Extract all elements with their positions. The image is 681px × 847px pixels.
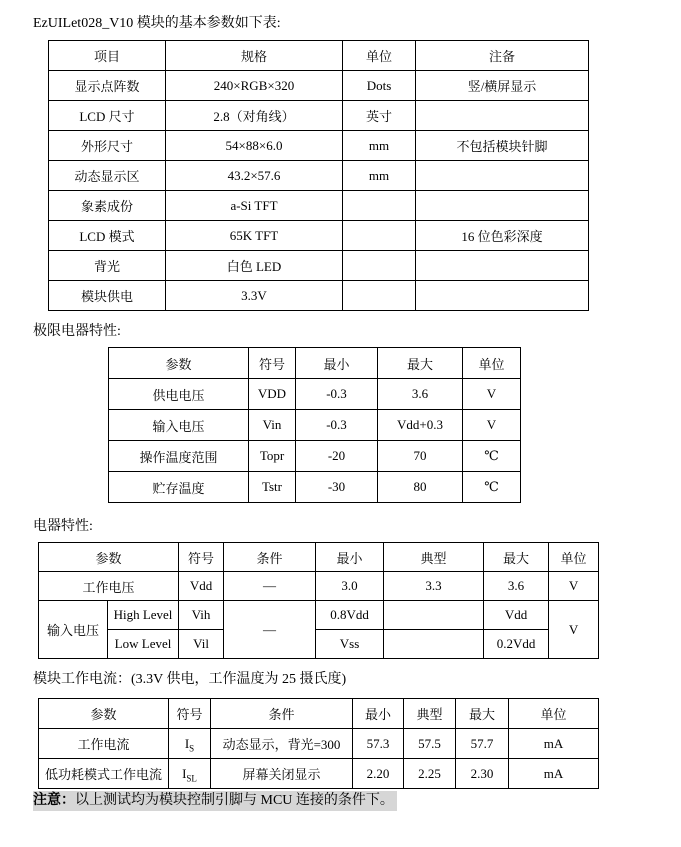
header-cell: 参数 xyxy=(39,543,179,572)
cell: 操作温度范围 xyxy=(109,441,249,472)
cell: Vil xyxy=(179,630,224,659)
header-cell: 参数 xyxy=(109,348,249,379)
symbol-subscript: S xyxy=(189,743,195,754)
cell: 显示点阵数 xyxy=(49,71,166,101)
cell: Tstr xyxy=(249,472,296,503)
table-header-row xyxy=(49,41,589,71)
cell xyxy=(384,630,484,659)
cell: V xyxy=(463,410,521,441)
cell xyxy=(169,759,211,789)
note-label: 注意： xyxy=(33,793,75,808)
cell: Vih xyxy=(179,601,224,630)
cell: 外形尺寸 xyxy=(49,131,166,161)
cell: 英寸 xyxy=(343,101,416,131)
cell: 竖/横屏显示 xyxy=(416,71,589,101)
cell: 2.20 xyxy=(353,759,404,789)
cell: 54×88×6.0 xyxy=(166,131,343,161)
table-row xyxy=(109,472,521,503)
cell: 模块供电 xyxy=(49,281,166,311)
cell: Vss xyxy=(316,630,384,659)
cell xyxy=(343,281,416,311)
cell: 3.0 xyxy=(316,572,384,601)
section-title-current: 模块工作电流：(3.3V 供电，工作温度为 25 摄氏度) xyxy=(33,672,347,687)
header-cell: 单位 xyxy=(463,348,521,379)
basic-params-table xyxy=(48,40,589,311)
cell xyxy=(416,251,589,281)
cell: 输入电压 xyxy=(39,601,108,659)
cell: ℃ xyxy=(463,441,521,472)
table-row xyxy=(49,251,589,281)
cell: — xyxy=(224,601,316,659)
header-cell: 典型 xyxy=(404,699,456,729)
cell: Vdd+0.3 xyxy=(378,410,463,441)
cell: -0.3 xyxy=(296,379,378,410)
cell: 57.3 xyxy=(353,729,404,759)
cell xyxy=(343,251,416,281)
header-cell: 最大 xyxy=(378,348,463,379)
cell: 不包括模块针脚 xyxy=(416,131,589,161)
header-cell: 符号 xyxy=(169,699,211,729)
table-row xyxy=(109,379,521,410)
cell: V xyxy=(549,601,599,659)
header-cell: 规格 xyxy=(166,41,343,71)
cell: 3.3V xyxy=(166,281,343,311)
cell: 动态显示，背光=300 xyxy=(211,729,353,759)
header-cell: 符号 xyxy=(179,543,224,572)
table-row xyxy=(39,759,599,789)
limit-ratings-table xyxy=(108,347,521,503)
cell: mA xyxy=(509,729,599,759)
cell: 3.6 xyxy=(378,379,463,410)
section-title-limit: 极限电器特性: xyxy=(33,324,121,339)
table-row xyxy=(109,441,521,472)
table-row xyxy=(109,410,521,441)
cell: -20 xyxy=(296,441,378,472)
header-cell: 单位 xyxy=(549,543,599,572)
symbol-base: I xyxy=(182,765,187,781)
cell: 贮存温度 xyxy=(109,472,249,503)
cell: 65K TFT xyxy=(166,221,343,251)
header-cell: 参数 xyxy=(39,699,169,729)
table-row xyxy=(49,191,589,221)
table-row xyxy=(49,71,589,101)
cell: 3.3 xyxy=(384,572,484,601)
cell: VDD xyxy=(249,379,296,410)
cell: 背光 xyxy=(49,251,166,281)
page-title: EzUILet028_V10 模块的基本参数如下表: xyxy=(33,16,281,31)
cell: 2.30 xyxy=(456,759,509,789)
header-cell: 单位 xyxy=(509,699,599,729)
cell: 低功耗模式工作电流 xyxy=(39,759,169,789)
symbol-subscript: SL xyxy=(186,773,197,784)
cell: Low Level xyxy=(108,630,179,659)
cell: Vdd xyxy=(484,601,549,630)
table-row xyxy=(39,572,599,601)
table-header-row xyxy=(39,543,599,572)
section-title-electrical: 电器特性: xyxy=(33,519,93,534)
header-cell: 单位 xyxy=(343,41,416,71)
header-cell: 最小 xyxy=(316,543,384,572)
cell: 象素成份 xyxy=(49,191,166,221)
cell: 0.8Vdd xyxy=(316,601,384,630)
cell: V xyxy=(549,572,599,601)
cell: 动态显示区 xyxy=(49,161,166,191)
cell: Vdd xyxy=(179,572,224,601)
cell: mA xyxy=(509,759,599,789)
header-cell: 最大 xyxy=(456,699,509,729)
cell: 57.7 xyxy=(456,729,509,759)
cell: 工作电压 xyxy=(39,572,179,601)
header-cell: 注备 xyxy=(416,41,589,71)
table-row xyxy=(49,221,589,251)
symbol-base: I xyxy=(184,735,190,751)
header-cell: 最大 xyxy=(484,543,549,572)
cell: 0.2Vdd xyxy=(484,630,549,659)
table-row xyxy=(39,601,599,630)
header-cell: 项目 xyxy=(49,41,166,71)
cell: Vin xyxy=(249,410,296,441)
cell: — xyxy=(224,572,316,601)
cell: 16 位色彩深度 xyxy=(416,221,589,251)
cell xyxy=(343,191,416,221)
table-row xyxy=(49,101,589,131)
cell: LCD 尺寸 xyxy=(49,101,166,131)
cell: -0.3 xyxy=(296,410,378,441)
note-line xyxy=(33,789,397,809)
cell: Topr xyxy=(249,441,296,472)
table-row xyxy=(49,161,589,191)
cell: 2.8（对角线） xyxy=(166,101,343,131)
cell xyxy=(384,601,484,630)
cell: 工作电流 xyxy=(39,729,169,759)
table-row xyxy=(39,729,599,759)
cell: 供电电压 xyxy=(109,379,249,410)
table-row xyxy=(49,281,589,311)
cell: 屏幕关闭显示 xyxy=(211,759,353,789)
cell: LCD 模式 xyxy=(49,221,166,251)
header-cell: 符号 xyxy=(249,348,296,379)
cell: 3.6 xyxy=(484,572,549,601)
table-row xyxy=(49,131,589,161)
note-highlight xyxy=(33,791,397,811)
cell xyxy=(416,191,589,221)
header-cell: 条件 xyxy=(224,543,316,572)
header-cell: 最小 xyxy=(296,348,378,379)
operating-current-table xyxy=(38,698,599,789)
cell: mm xyxy=(343,131,416,161)
cell xyxy=(416,101,589,131)
table-header-row xyxy=(109,348,521,379)
electrical-table xyxy=(38,542,599,659)
cell: 输入电压 xyxy=(109,410,249,441)
cell xyxy=(343,221,416,251)
cell: ℃ xyxy=(463,472,521,503)
cell xyxy=(416,281,589,311)
table-header-row xyxy=(39,699,599,729)
cell: High Level xyxy=(108,601,179,630)
cell: 57.5 xyxy=(404,729,456,759)
cell xyxy=(169,729,211,759)
header-cell: 条件 xyxy=(211,699,353,729)
cell: mm xyxy=(343,161,416,191)
cell: a-Si TFT xyxy=(166,191,343,221)
cell: Dots xyxy=(343,71,416,101)
header-cell: 典型 xyxy=(384,543,484,572)
note-text: 以上测试均为模块控制引脚与 MCU 连接的条件下。 xyxy=(75,793,394,808)
cell: -30 xyxy=(296,472,378,503)
cell: 2.25 xyxy=(404,759,456,789)
cell: V xyxy=(463,379,521,410)
cell: 43.2×57.6 xyxy=(166,161,343,191)
header-cell: 最小 xyxy=(353,699,404,729)
cell: 白色 LED xyxy=(166,251,343,281)
cell xyxy=(416,161,589,191)
cell: 240×RGB×320 xyxy=(166,71,343,101)
table-row xyxy=(39,630,599,659)
cell: 80 xyxy=(378,472,463,503)
cell: 70 xyxy=(378,441,463,472)
